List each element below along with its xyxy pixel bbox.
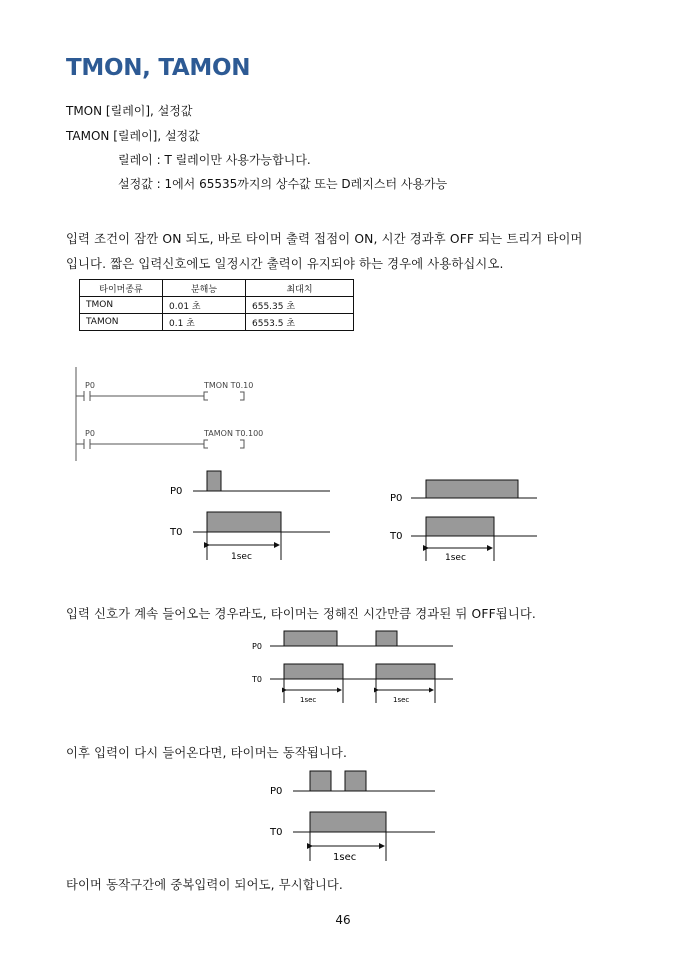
table-cell: 655.35 초 <box>246 297 354 314</box>
ladder-contact-label: P0 <box>85 429 95 438</box>
ladder-diagram <box>70 365 290 465</box>
table-cell: 6553.5 초 <box>246 314 354 331</box>
description-line-2: 입니다. 짧은 입력신호에도 일정시간 출력이 유지되야 하는 경우에 사용하십시오. <box>66 257 504 271</box>
t0-label: T0 <box>390 531 403 542</box>
timing-diagram-short-pulse <box>165 465 340 565</box>
section-reinput: 이후 입력이 다시 들어온다면, 타이머는 동작됩니다. <box>66 746 348 760</box>
duration-label: 1sec <box>445 553 466 563</box>
syntax-tmon: TMON [릴레이], 설정값 <box>66 104 193 118</box>
p0-label: P0 <box>270 786 283 797</box>
table-cell: 0.1 초 <box>163 314 246 331</box>
timer-spec-table <box>79 279 354 331</box>
page-number: 46 <box>335 913 351 927</box>
value-description: 설정값 : 1에서 65535까지의 상수값 또는 D레지스터 사용가능 <box>118 177 448 191</box>
duration-label: 1sec <box>300 696 317 704</box>
page-title: TMON, TAMON <box>66 55 251 81</box>
table-header: 최대치 <box>246 280 354 297</box>
table-header: 분해능 <box>163 280 246 297</box>
relay-description: 릴레이 : T 릴레이만 사용가능합니다. <box>118 153 311 167</box>
description-line-1: 입력 조건이 잠깐 ON 되도, 바로 타이머 출력 접점이 ON, 시간 경과후 OFF 되는 트리거 타이머 <box>66 232 583 246</box>
t0-label: T0 <box>252 675 262 684</box>
table-cell: TAMON <box>80 314 163 331</box>
t0-label: T0 <box>270 827 283 838</box>
duration-label: 1sec <box>231 552 252 562</box>
table-row <box>80 297 354 314</box>
table-header: 타이머종류 <box>80 280 163 297</box>
timing-diagram-continuous <box>248 627 458 707</box>
duration-label: 1sec <box>333 852 357 863</box>
duration-label: 1sec <box>393 696 410 704</box>
p0-label: P0 <box>390 493 403 504</box>
table-cell: 0.01 초 <box>163 297 246 314</box>
table-row <box>80 314 354 331</box>
t0-label: T0 <box>170 527 183 538</box>
p0-label: P0 <box>170 486 183 497</box>
section-duplicate-ignored: 타이머 동작구간에 중복입력이 되어도, 무시합니다. <box>66 878 343 892</box>
ladder-contact-label: P0 <box>85 381 95 390</box>
table-header-row <box>80 280 354 297</box>
table-cell: TMON <box>80 297 163 314</box>
timing-diagram-long-pulse <box>385 475 545 570</box>
ladder-coil-label: TMON T0.10 <box>204 381 254 390</box>
syntax-tamon: TAMON [릴레이], 설정값 <box>66 129 200 143</box>
p0-label: P0 <box>252 642 262 651</box>
ladder-coil-label: TAMON T0.100 <box>204 429 264 438</box>
timing-diagram-duplicate-input <box>265 765 440 865</box>
section-continuous-input: 입력 신호가 계속 들어오는 경우라도, 타이머는 정해진 시간만큼 경과된 뒤 OFF됩니다. <box>66 607 536 621</box>
